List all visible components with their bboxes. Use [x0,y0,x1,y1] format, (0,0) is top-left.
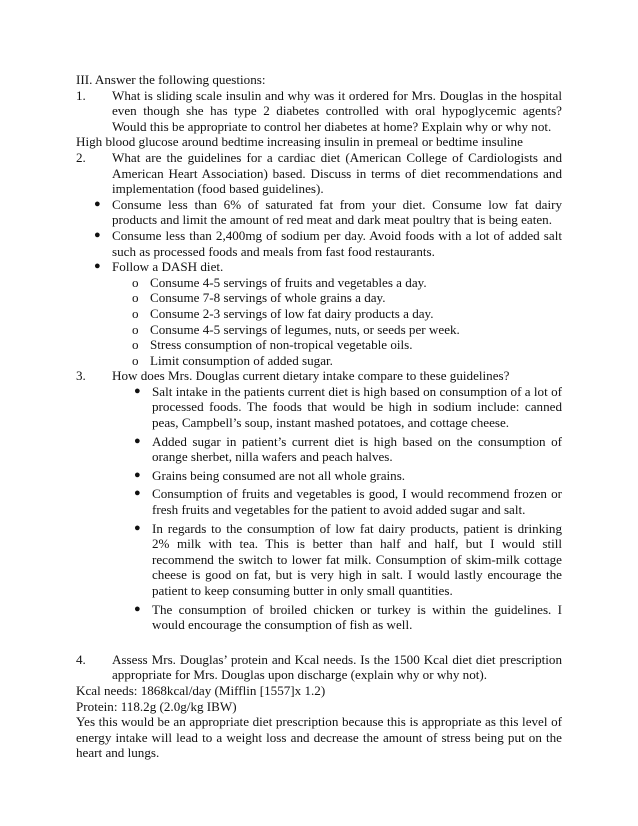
question-number: 2. [76,149,86,165]
sub-bullet-icon: o [132,337,139,353]
list-item: ● Consume less than 2,400mg of sodium per day. Avoid foods with a lot of added salt such as processed foods and meals from fast food restaurants. [94,227,562,259]
bullet-icon: ● [134,384,141,397]
list-item: o Limit consumption of added sugar. [132,352,333,368]
sub-bullet-icon: o [132,352,139,368]
list-item: ● Consumption of fruits and vegetables is good, I would recommend frozen or fresh fruits and vegetables for the patient to avoid added sugar and salt. [134,486,562,518]
spacer [76,636,562,652]
sub-bullet-icon: o [132,274,139,290]
question-3 [76,368,562,384]
question-text: What are the guidelines for a cardiac diet (American College of Cardiologists and American Heart Association) based. Discuss in terms of diet recommendations and implementation (food based guidelines). [112,149,562,197]
list-item: ● Consume less than 6% of saturated fat from your diet. Consume low fat dairy products and limit the amount of red meat and dark meat poultry that is being eaten. [94,196,562,228]
bullet-icon: ● [94,260,101,273]
question-number: 1. [76,87,86,103]
dash-diet-list [76,275,562,369]
bullet-icon: ● [94,197,101,210]
protein-needs: Protein: 118.2g (2.0g/kg IBW) [76,698,237,714]
sub-bullet-icon: o [132,305,139,321]
question-1 [76,88,562,135]
list-item: ● Added sugar in patient’s current diet is high based on the consumption of orange sherbet, nilla wafers and peach halves. [134,433,562,465]
bullet-icon: ● [134,487,141,500]
list-item: ● Follow a DASH diet. [94,259,224,275]
bullet-icon: ● [134,468,141,481]
question-number: 3. [76,368,86,384]
cardiac-guidelines-list [76,197,562,275]
list-item: ● Grains being consumed are not all whole grains. [134,467,406,483]
list-item: ● The consumption of broiled chicken or turkey is within the guidelines. I would encourage the consumption of fish as well. [134,601,562,633]
list-item: o Consume 4-5 servings of fruits and vegetables a day. [132,274,427,290]
question-text: What is sliding scale insulin and why was it ordered for Mrs. Douglas in the hospital even though she has type 2 diabetes controlled with oral hypoglycemic agents? Would this be appropriate to control her diabetes at home? Explain why or why not. [112,87,562,134]
document-body [76,72,562,761]
intake-comparison-list [76,384,562,633]
question-text: How does Mrs. Douglas current dietary intake compare to these guidelines? [112,368,510,384]
bullet-icon: ● [134,434,141,447]
list-item: o Consume 7-8 servings of whole grains a day. [132,290,386,306]
answer-1: High blood glucose around bedtime increasing insulin in premeal or bedtime insuline [76,134,523,150]
question-4 [76,652,562,683]
list-item: o Consume 2-3 servings of low fat dairy products a day. [132,305,434,321]
bullet-icon: ● [134,602,141,615]
kcal-needs: Kcal needs: 1868kcal/day (Mifflin [1557]x 1.2) [76,682,326,698]
question-text: Assess Mrs. Douglas’ protein and Kcal needs. Is the 1500 Kcal diet diet prescription appropriate for Mrs. Douglas upon discharge (explain why or why not). [112,651,562,683]
list-item: o Consume 4-5 servings of legumes, nuts, or seeds per week. [132,321,460,337]
list-item: ● Salt intake in the patients current diet is high based on consumption of a lot of processed foods. The foods that would be high in sodium include: canned peas, Campbell’s soup, instant mashed potatoes, and cottage cheese. [134,383,562,431]
bullet-icon: ● [134,521,141,534]
list-item: ● In regards to the consumption of low fat dairy products, patient is drinking 2% milk with tea. This is better than half and half, but I would still recommend the switch to lower fat milk. Consumption of skim-milk cottage cheese is good on fat, but is very high in salt. I would lastly encourage the patient to keep consuming butter in only small quantities. [134,520,562,598]
question-2 [76,150,562,197]
question-number: 4. [76,651,86,667]
section-heading: III. Answer the following questions: [76,72,266,87]
sub-bullet-icon: o [132,290,139,306]
bullet-icon: ● [94,228,101,241]
answer-4: Yes this would be an appropriate diet prescription because this is appropriate as this level of energy intake will lead to a weight loss and decrease the amount of stress being put on the heart and lungs. [76,714,562,761]
list-item: o Stress consumption of non-tropical vegetable oils. [132,337,413,353]
sub-bullet-icon: o [132,321,139,337]
